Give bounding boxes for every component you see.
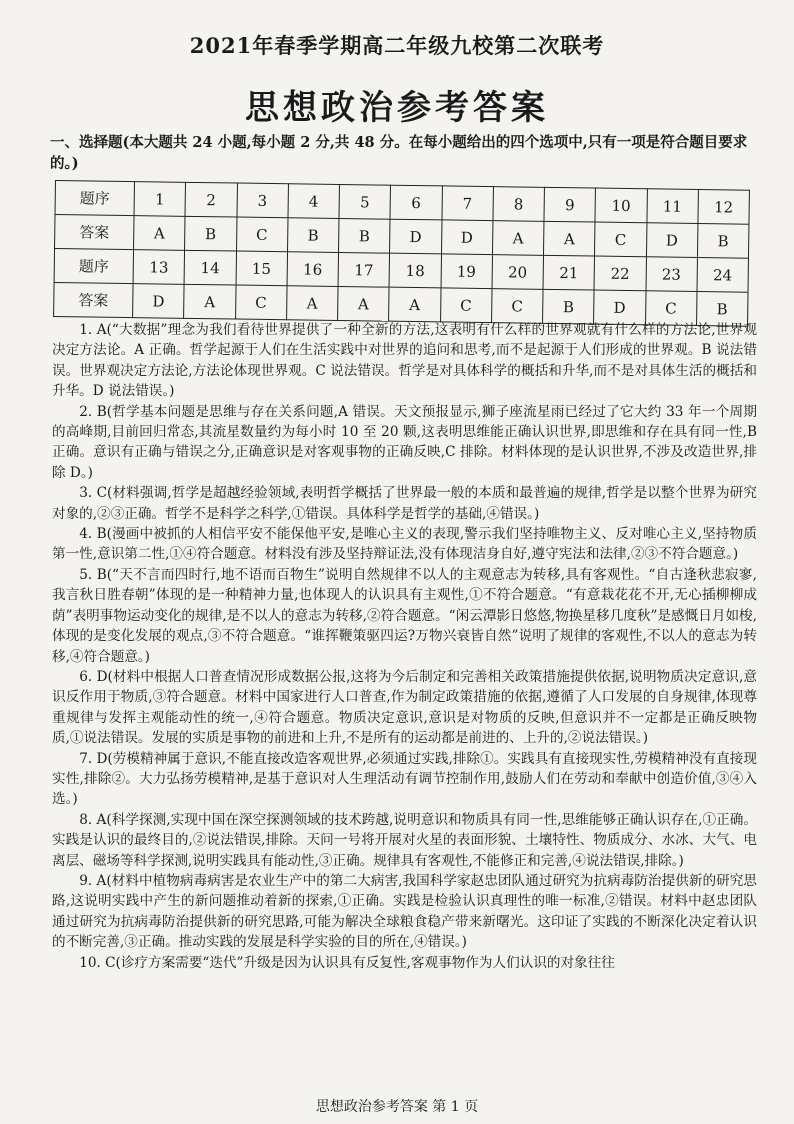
answer-cell: C — [491, 289, 543, 324]
answer-cell: A — [492, 221, 544, 256]
answer-cell: B — [287, 218, 339, 253]
question-number: 14 — [184, 250, 236, 285]
question-number: 7 — [441, 186, 493, 221]
answer-cell: B — [185, 216, 237, 251]
question-number: 18 — [389, 253, 441, 288]
question-number: 12 — [698, 189, 750, 224]
answer-cell: C — [440, 288, 492, 323]
explanations — [52, 320, 757, 973]
question-number: 15 — [236, 251, 288, 286]
question-number: 21 — [543, 255, 595, 290]
explanation-paragraph: 6. D(材料中根据人口普查情况形成数据公报,这将为今后制定和完善相关政策措施提供依据,说明物质决定意识,意识反作用于物质,③符合题意。材料中国家进行人口普查,作为制定政策措施的依据,遵循了人口发展的自身规律,体现尊重规律与发挥主观能动性的统一,④符合题意。物质决定意识,意识是对物质的反映,但意识并不一定都是正确反映物质,①说法错误。发展的实质是事物的前进和上升,不是所有的运动都是前进的、上升的,②说法错误。) — [52, 668, 757, 747]
answer-cell: D — [441, 220, 493, 255]
row-label: 答案 — [55, 215, 134, 250]
row-label: 题序 — [54, 249, 133, 284]
row-label: 答案 — [54, 282, 133, 317]
question-number: 9 — [544, 187, 596, 222]
question-number: 5 — [339, 184, 391, 219]
answer-cell: A — [338, 286, 390, 321]
document-title: 思想政治参考答案 — [245, 88, 549, 128]
answer-cell: C — [235, 285, 287, 320]
question-number: 23 — [646, 257, 698, 292]
question-number: 3 — [237, 183, 289, 218]
question-number: 22 — [594, 256, 646, 291]
question-number: 1 — [134, 182, 186, 217]
question-number: 16 — [287, 252, 339, 287]
answer-cell: A — [389, 287, 441, 322]
question-number: 2 — [185, 182, 237, 217]
answer-cell: B — [697, 223, 749, 258]
question-number: 19 — [441, 254, 493, 289]
answer-cell: B — [696, 291, 748, 326]
answer-cell: A — [286, 286, 338, 321]
question-number: 4 — [288, 184, 340, 219]
explanation-paragraph: 5. B(“天不言而四时行,地不语而百物生”说明自然规律不以人的主观意志为转移,具有客观性。“自古逢秋悲寂寥,我言秋日胜春朝”体现的是一种精神力量,也体现人的认识具有主观性,①不符合题意。“有意栽花花不开,无心插柳柳成荫”表明事物运动变化的规律,是不以人的意志为转移,②符合题意。“闲云潭影日悠悠,物换星移几度秋”是感慨日月如梭,体现的是变化发展的观点,③不符合题意。“谁挥鞭策驱四运?万物兴衰皆自然”说明了规律的客观性,不以人的意志为转移,④符合题意。) — [52, 566, 757, 665]
answer-cell: B — [543, 289, 595, 324]
question-number: 11 — [646, 189, 698, 224]
question-number: 6 — [390, 185, 442, 220]
answer-cell: A — [184, 284, 236, 319]
question-number: 8 — [493, 187, 545, 222]
row-label: 题序 — [55, 181, 134, 216]
answer-cell: A — [134, 216, 186, 251]
answer-cell: C — [236, 217, 288, 252]
answer-cell: B — [339, 218, 391, 253]
question-number: 10 — [595, 188, 647, 223]
answer-cell: A — [543, 221, 595, 256]
answer-cell: D — [390, 219, 442, 254]
explanation-paragraph: 10. C(诊疗方案需要“迭代”升级是因为认识具有反复性,客观事物作为人们认识的对象往往 — [79, 954, 615, 971]
explanation-paragraph: 9. A(材料中植物病毒病害是农业生产中的第二大病害,我国科学家赵忠团队通过研究为抗病毒防治提供新的研究思路,这说明实践中产生的新问题推动着新的探索,①正确。实践是检验认识真理性的唯一标准,②错误。材料中赵忠团队通过研究为抗病毒防治提供新的研究思路,可能为解决全球粮食稳产带来新曙光。这印证了实践的不断深化决定着认识的不断完善,③正确。推动实践的发展是科学实验的目的所在,④错误。) — [52, 872, 757, 951]
explanation-paragraph: 8. A(科学探测,实现中国在深空探测领域的技术跨越,说明意识和物质具有同一性,思维能够正确认识存在,①正确。实践是认识的最终目的,②说法错误,排除。天问一号将开展对火星的表面形貌、土壤特性、物质成分、水冰、大气、电离层、磁场等科学探测,说明实践具有能动性,③正确。规律具有客观性,不能修正和完善,④说法错误,排除。) — [52, 811, 757, 869]
answer-cell: C — [595, 222, 647, 257]
explanation-paragraph: 3. C(材料强调,哲学是超越经验领域,表明哲学概括了世界最一般的本质和最普遍的规律,哲学是以整个世界为研究对象的,②③正确。哲学不是科学之科学,①错误。具体科学是哲学的基础,④错误。) — [52, 485, 757, 522]
exam-title: 2021年春季学期高二年级九校第二次联考 — [189, 33, 605, 58]
answer-cell: D — [594, 290, 646, 325]
question-number: 24 — [697, 257, 749, 292]
explanation-paragraph: 1. A(“大数据”理念为我们看待世界提供了一种全新的方法,这表明有什么样的世界观就有什么样的方法论,世界观决定方法论。A 正确。哲学起源于人们在生活实践中对世界的追问和思考,而不是起源于人们形成的世界观。B 说法错误。世界观决定方法论,方法论体现世界观。C 说法错误。哲学是对具体科学的概括和升华,而不是对具体生活的概括和升华。D 说法错误。) — [52, 322, 757, 400]
explanation-paragraph: 4. B(漫画中被抓的人相信平安不能保他平安,是唯心主义的表现,警示我们坚持唯物主义、反对唯心主义,坚持物质第一性,意识第二性,①④符合题意。材料没有涉及坚持辩证法,没有体现洁身自好,遵守宪法和法律,②③不符合题意。) — [52, 526, 757, 563]
answer-cell: D — [133, 284, 185, 319]
answer-cell: D — [646, 223, 698, 258]
answer-table — [53, 180, 750, 327]
section-heading: 一、选择题(本大题共 24 小题,每小题 2 分,共 48 分。在每小题给出的四个选项中,只有一项是符合题目要求的。) — [50, 134, 748, 172]
answer-cell: C — [645, 291, 697, 326]
explanation-paragraph: 7. D(劳模精神属于意识,不能直接改造客观世界,必须通过实践,排除①。实践具有直接现实性,劳模精神没有直接现实性,排除②。大力弘扬劳模精神,是基于意识对人生理活动有调节控制作用,鼓励人们在劳动和奉献中创造价值,③④入选。) — [52, 750, 757, 808]
question-number: 20 — [492, 255, 544, 290]
question-number: 17 — [338, 252, 390, 287]
explanation-paragraph: 2. B(哲学基本问题是思维与存在关系问题,A 错误。天文预报显示,狮子座流星雨已经过了它大约 33 年一个周期的高峰期,目前回归常态,其流星数量约为每小时 10 至 20 颗,这表明思维能正确认识世界,即思维和存在具有同一性,B 正确。意识有正确与错误之分,正确意识是对客观事物的正确反映,C 排除。材料体现的是认识世界,不涉及改造世界,排除 D。) — [52, 403, 757, 481]
question-number: 13 — [133, 250, 185, 285]
page-footer: 思想政治参考答案 第 1 页 — [315, 1099, 479, 1115]
